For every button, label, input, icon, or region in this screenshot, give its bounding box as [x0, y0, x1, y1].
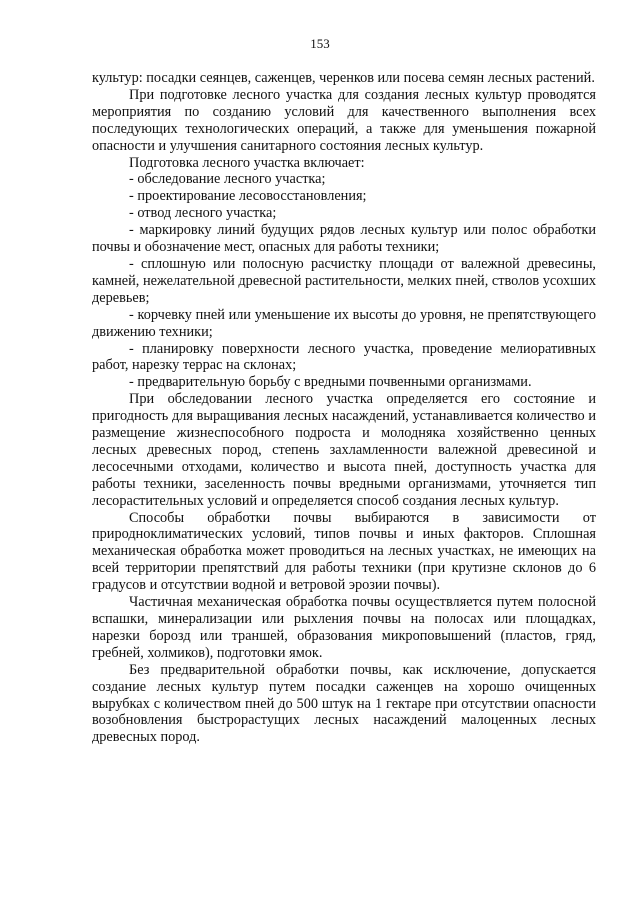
list-item-marking: - маркировку линий будущих рядов лесных культур или полос обработки почвы и обозначение мест, опасных для работы техники; [92, 222, 596, 256]
list-item-design: - проектирование лесовосстановления; [129, 188, 367, 205]
list-item-leveling: - планировку поверхности лесного участка, проведение мелиоративных работ, нарезку террас на склонах; [92, 340, 596, 374]
paragraph-list-heading: Подготовка лесного участка включает: [129, 154, 365, 171]
body-text [92, 70, 596, 746]
paragraph-continuation: культур: посадки сеянцев, саженцев, черенков или посева семян лесных растений. [92, 70, 595, 86]
paragraph-survey: При обследовании лесного участка определяется его состояние и пригодность для выращивания лесных насаждений, устанавливается количество и размещение жизнеспособного подроста и молодняка хозяйственно ценных лесных древесных пород, степень захламленности валежной древесиной и лесосечными отходами, количество и высота пней, доступность участка для работы техники, заселенность почвы вредными организмами, уточняется тип лесорастительных условий и определяется способ создания лесных культур. [92, 391, 596, 509]
list-item-survey: - обследование лесного участка; [129, 171, 326, 188]
list-item-clearing: - сплошную или полосную расчистку площади от валежной древесины, камней, нежелательной древесной растительности, мелких пней, стволов усохших деревьев; [92, 255, 596, 306]
list-item-allotment: - отвод лесного участка; [129, 205, 277, 222]
list-item-stump-removal: - корчевку пней или уменьшение их высоты до уровня, не препятствующего движению техники; [92, 306, 596, 340]
list-item-pest-control: - предварительную борьбу с вредными почвенными организмами. [129, 374, 532, 391]
paragraph-soil-methods: Способы обработки почвы выбираются в зависимости от природноклиматических условий, типов почвы и иных факторов. Сплошная механическая обработка может проводиться на лесных участках, не имеющих на всей территории препятствий для работы техники (при крутизне склонов до 6 градусов и отсутствии водной и ветровой эрозии почвы). [92, 509, 596, 594]
page-number: 153 [310, 36, 330, 51]
paragraph-partial-treatment: Частичная механическая обработка почвы осуществляется путем полосной вспашки, минерализации или рыхления почвы на полосах или площадках, нарезки борозд или траншей, образования микроповышений (пластов, гряд, гребней, холмиков), подготовки ямок. [92, 594, 596, 661]
paragraph-no-treatment: Без предварительной обработки почвы, как исключение, допускается создание лесных культур путем посадки саженцев на хорошо очищенных вырубках с количеством пней до 500 штук на 1 гектаре при отсутствии опасности возобновления быстрорастущих лесных насаждений малоценных лесных древесных пород. [92, 661, 596, 746]
paragraph-preparation-intro: При подготовке лесного участка для создания лесных культур проводятся мероприятия по созданию условий для качественного выполнения всех последующих технологических операций, а также для уменьшения пожарной опасности и улучшения санитарного состояния лесных культур. [92, 86, 596, 154]
